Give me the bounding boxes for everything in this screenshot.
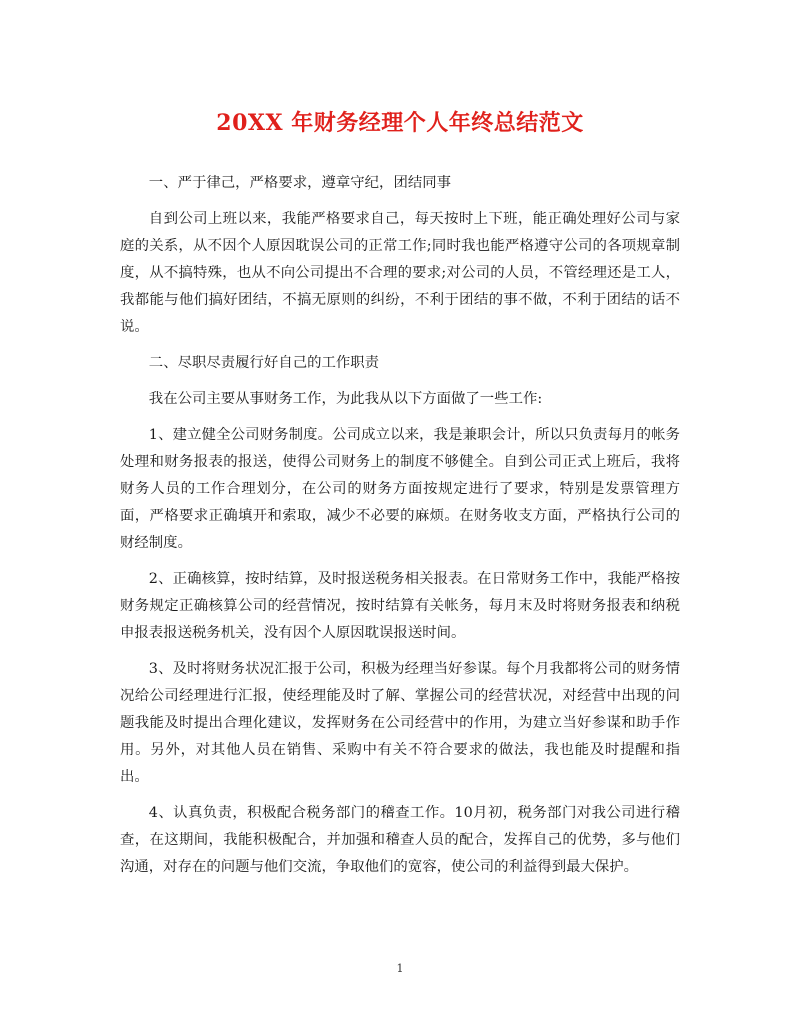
list-item-4: 4、认真负责，积极配合税务部门的稽查工作。10月初，税务部门对我公司进行稽查，在这期间，我能积极配合，并加强和稽查人员的配合，发挥自己的优势，多与他们沟通，对存在的问题与他们交流，争取他们的宽容，使公司的利益得到最大保护。 <box>120 805 680 875</box>
list-item-1: 1、建立健全公司财务制度。公司成立以来，我是兼职会计，所以只负责每月的帐务处理和财务报表的报送，使得公司财务上的制度不够健全。自到公司正式上班后，我将财务人员的工作合理划分，在公司的财务方面按规定进行了要求，特别是发票管理方面，严格要求正确填开和索取，减少不必要的麻烦。在财务收支方面，严格执行公司的财经制度。 <box>120 427 680 551</box>
list-item-2: 2、正确核算，按时结算，及时报送税务相关报表。在日常财务工作中，我能严格按财务规定正确核算公司的经营情况，按时结算有关帐务，每月末及时将财务报表和纳税申报表报送税务机关，没有因个人原因耽误报送时间。 <box>120 571 680 641</box>
section-heading-2: 二、尽职尽责履行好自己的工作职责 <box>148 355 380 371</box>
body-paragraph: 自到公司上班以来，我能严格要求自己，每天按时上下班，能正确处理好公司与家庭的关系，从不因个人原因耽误公司的正常工作;同时我也能严格遵守公司的各项规章制度，从不搞特殊，也从不向公司提出不合理的要求;对公司的人员，不管经理还是工人，我都能与他们搞好团结，不搞无原则的纠纷，不利于团结的事不做，不利于团结的话不说。 <box>120 211 680 335</box>
section-heading-1: 一、严于律己，严格要求，遵章守纪，团结同事 <box>148 175 452 191</box>
list-item-3: 3、及时将财务状况汇报于公司，积极为经理当好参谋。每个月我都将公司的财务情况给公司经理进行汇报，使经理能及时了解、掌握公司的经营状况，对经营中出现的问题我能及时提出合理化建议，发挥财务在公司经营中的作用，为建立当好参谋和助手作用。另外，对其他人员在销售、采购中有关不符合要求的做法，我也能及时提醒和指出。 <box>120 661 680 785</box>
document-title: 20XX 年财务经理个人年终总结范文 <box>216 110 584 136</box>
body-paragraph: 我在公司主要从事财务工作，为此我从以下方面做了一些工作: <box>148 391 543 407</box>
page-number: 1 <box>396 962 404 975</box>
document-body <box>120 170 680 890</box>
